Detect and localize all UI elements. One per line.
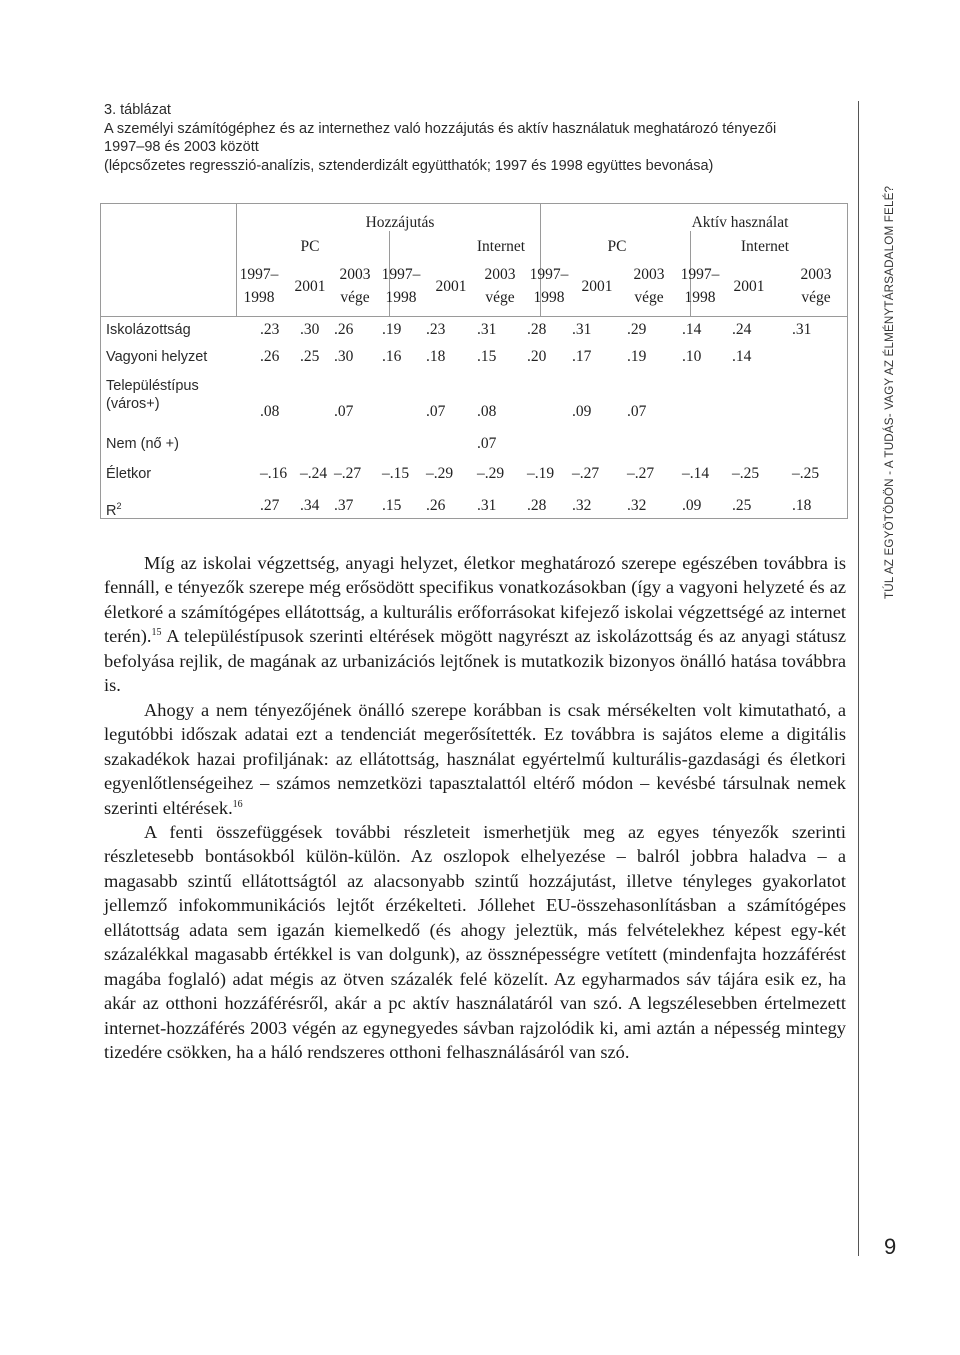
table-title-line-1: A személyi számítógéphez és az internethez való hozzájutás és aktív használatuk meghatározó tényezői <box>104 120 777 137</box>
table-cell: .31 <box>792 321 812 338</box>
table-cell: .07 <box>334 403 354 420</box>
paragraph-1-continued: A településtípusok szerinti eltérések mögött nagyrészt az iskolázottság és az anyagi státusz befolyása rejlik, de magának az urbanizációs lejtőnek is mutatkozik bizonyos önálló hatása továbbra is. <box>104 626 846 696</box>
table-cell: .08 <box>260 403 280 420</box>
table-cell: .07 <box>627 403 647 420</box>
table-cell: .15 <box>477 348 497 365</box>
row-label: (város+) <box>106 396 160 412</box>
table-cell: .17 <box>572 348 592 365</box>
column-header: 2003 <box>484 266 516 283</box>
margin-rule <box>858 101 859 1256</box>
table-cell: .32 <box>572 497 592 514</box>
table-cell: –.29 <box>477 465 505 482</box>
footnote-ref-15[interactable]: 15 <box>151 627 162 639</box>
table-cell: .30 <box>300 321 320 338</box>
footnote-ref-16[interactable]: 16 <box>232 798 243 810</box>
table-cell: .34 <box>300 497 320 514</box>
table-cell: .32 <box>627 497 647 514</box>
table-label: 3. táblázat <box>104 102 171 118</box>
table-cell: .19 <box>627 348 647 365</box>
column-header: 2003 <box>633 266 665 283</box>
column-header: 2001 <box>733 278 765 295</box>
table-cell: .23 <box>260 321 280 338</box>
table-cell: .23 <box>426 321 446 338</box>
column-header: 1998 <box>385 289 417 306</box>
table-cell: .24 <box>732 321 752 338</box>
table-cell: .31 <box>477 497 497 514</box>
group-header: Hozzájutás <box>365 214 435 231</box>
table-cell: .28 <box>527 497 547 514</box>
table-cell: .27 <box>260 497 280 514</box>
table-cell: –.25 <box>732 465 760 482</box>
table-title-line-2: 1997–98 és 2003 között <box>104 139 259 155</box>
table-cell: .07 <box>477 435 497 452</box>
table-cell: –.27 <box>627 465 655 482</box>
table-cell: –.16 <box>260 465 288 482</box>
table-header-rule <box>100 316 848 317</box>
table-cell: .14 <box>732 348 752 365</box>
row-label: $R^2$ <box>106 501 122 519</box>
table-cell: .18 <box>426 348 446 365</box>
column-header: 1997– <box>381 266 421 283</box>
table-cell: –.15 <box>382 465 410 482</box>
running-head-text: TÚL AZ EGYÖTÖDÖN - A TUDÁS- VAGY AZ ÉLMÉNYTÁRSADALOM FELÉ? <box>883 185 896 599</box>
table-cell: .16 <box>382 348 402 365</box>
table-caption <box>104 101 849 175</box>
column-header: 2001 <box>581 278 613 295</box>
table-cell: .37 <box>334 497 354 514</box>
table-cell: .15 <box>382 497 402 514</box>
table-cell: .31 <box>477 321 497 338</box>
table-cell: .08 <box>477 403 497 420</box>
column-header: 1997– <box>239 266 279 283</box>
row-label: Településtípus <box>106 378 199 394</box>
table-cell: –.27 <box>572 465 600 482</box>
table-cell: .29 <box>627 321 647 338</box>
paragraph-1 <box>104 551 846 698</box>
table-cell: –.19 <box>527 465 555 482</box>
table-cell: .10 <box>682 348 702 365</box>
table-cell: .09 <box>682 497 702 514</box>
column-header: 2001 <box>294 278 326 295</box>
column-header: 1998 <box>243 289 275 306</box>
table-cell: .25 <box>732 497 752 514</box>
body-text <box>104 551 846 1065</box>
subgroup-header: Internet <box>476 238 526 255</box>
group-header: Aktív használat <box>691 214 789 231</box>
column-header: 1998 <box>533 289 565 306</box>
row-label: Nem (nő +) <box>106 436 179 452</box>
table-top-rule <box>100 203 848 204</box>
subgroup-header: PC <box>300 238 320 255</box>
subgroup-header: Internet <box>740 238 790 255</box>
table-cell: –.25 <box>792 465 820 482</box>
table-cell: .20 <box>527 348 547 365</box>
column-header: vége <box>340 289 370 306</box>
table-title-line-3: (lépcsőzetes regresszió-analízis, sztenderdizált együtthatók; 1997 és 1998 együttes bevonása) <box>104 157 714 174</box>
column-header: 1997– <box>529 266 569 283</box>
paragraph-1-text: Míg az iskolai végzettség, anyagi helyzet, életkor meghatározó szerepe egészében továbbra is fennáll, e tényezők szerepe még erősödött specifikus vonatkozásokban (így a vagyoni helyzeté és az életkoré a számítógépes ellátottság, a kulturális erőforrásokat kifejező iskolai végzettségé az internet terén). <box>104 553 846 647</box>
table-cell: –.14 <box>682 465 710 482</box>
table-cell: .09 <box>572 403 592 420</box>
table-right-rule <box>847 203 848 518</box>
subgroup-header: PC <box>607 238 627 255</box>
running-head <box>880 103 904 603</box>
table-cell: .07 <box>426 403 446 420</box>
column-header: vége <box>801 289 831 306</box>
table-cell: .14 <box>682 321 702 338</box>
table-cell: –.27 <box>334 465 362 482</box>
column-header: 2003 <box>339 266 371 283</box>
row-label: Életkor <box>106 466 152 482</box>
column-header: 1998 <box>684 289 716 306</box>
table-cell: –.24 <box>300 465 328 482</box>
table-cell: .19 <box>382 321 402 338</box>
table-cell: –.29 <box>426 465 454 482</box>
row-label-superscript: 2 <box>116 501 122 511</box>
column-header: 1997– <box>680 266 720 283</box>
table-bottom-rule <box>100 518 848 519</box>
paragraph-3: A fenti összefüggések további részleteit ismerhetjük meg az egyes tényezők szerinti részletesebb bontásokból külön-külön. Az oszlopok elhelyezése – balról jobbra haladva – a magasabb szintű ellátottságtól az alacsonyabb szintű hozzájutást, illetve tényleges gyakorlatot jellemző infokommunikációs lejtőt érzékelteti. Jóllehet EU-összehasonlításban a számítógépes ellátottság adata sem igazán kiemelkedő (és ahogy jeleztük, más felvételekhez képest egy-két százalékkal magasabb értékkel is van dolgunk), az össznépességre vetített (mindenfajta hozzáférést magába foglaló) adat mégis az ötven százalék felé közelít. Az egyharmados sáv tájára esik ez, ha akár az otthoni hozzáférésről, akár a pc aktív használatáról van szó. A legszélesebben értelmezett internet-hozzáférés 2003 végén az egynegyedes sávban rajzolódik ki, ami aztán a népesség mintegy tizedére csökken, ha a háló rendszeres otthoni felhasználásáról van szó. <box>104 821 846 1063</box>
table-left-rule <box>100 203 101 518</box>
table-cell: .30 <box>334 348 354 365</box>
regression-table <box>100 203 848 519</box>
row-label: Vagyoni helyzet <box>106 349 208 365</box>
row-label: Iskolázottság <box>106 322 191 338</box>
table-cell: .28 <box>527 321 547 338</box>
table-cell: .25 <box>300 348 320 365</box>
column-header: vége <box>634 289 664 306</box>
column-header: 2003 <box>800 266 832 283</box>
page-number: 9 <box>884 1234 897 1259</box>
table-cell: .18 <box>792 497 812 514</box>
paragraph-2-text: Ahogy a nem tényezőjének önálló szerepe korábban is csak mérsékelten volt kimutatható, a legutóbbi időszak adatai ezt a tendenciát megerősítették. Ez továbbra is sajátos eleme a digitális szakadékok hazai profiljának: az ellátottság, használat egyértelmű kulturális-gazdasági és életkori egyenlőtlenségeihez – számos nemzetközi tapasztalattól eltérő módon – kevésbé társulnak nemek szerinti eltérések. <box>104 699 846 818</box>
table-cell: .31 <box>572 321 592 338</box>
table-cell: .26 <box>260 348 280 365</box>
table-cell: .26 <box>334 321 354 338</box>
table-cell: .26 <box>426 497 446 514</box>
column-header: 2001 <box>435 278 467 295</box>
column-header: vége <box>485 289 515 306</box>
paragraph-2 <box>104 698 846 820</box>
